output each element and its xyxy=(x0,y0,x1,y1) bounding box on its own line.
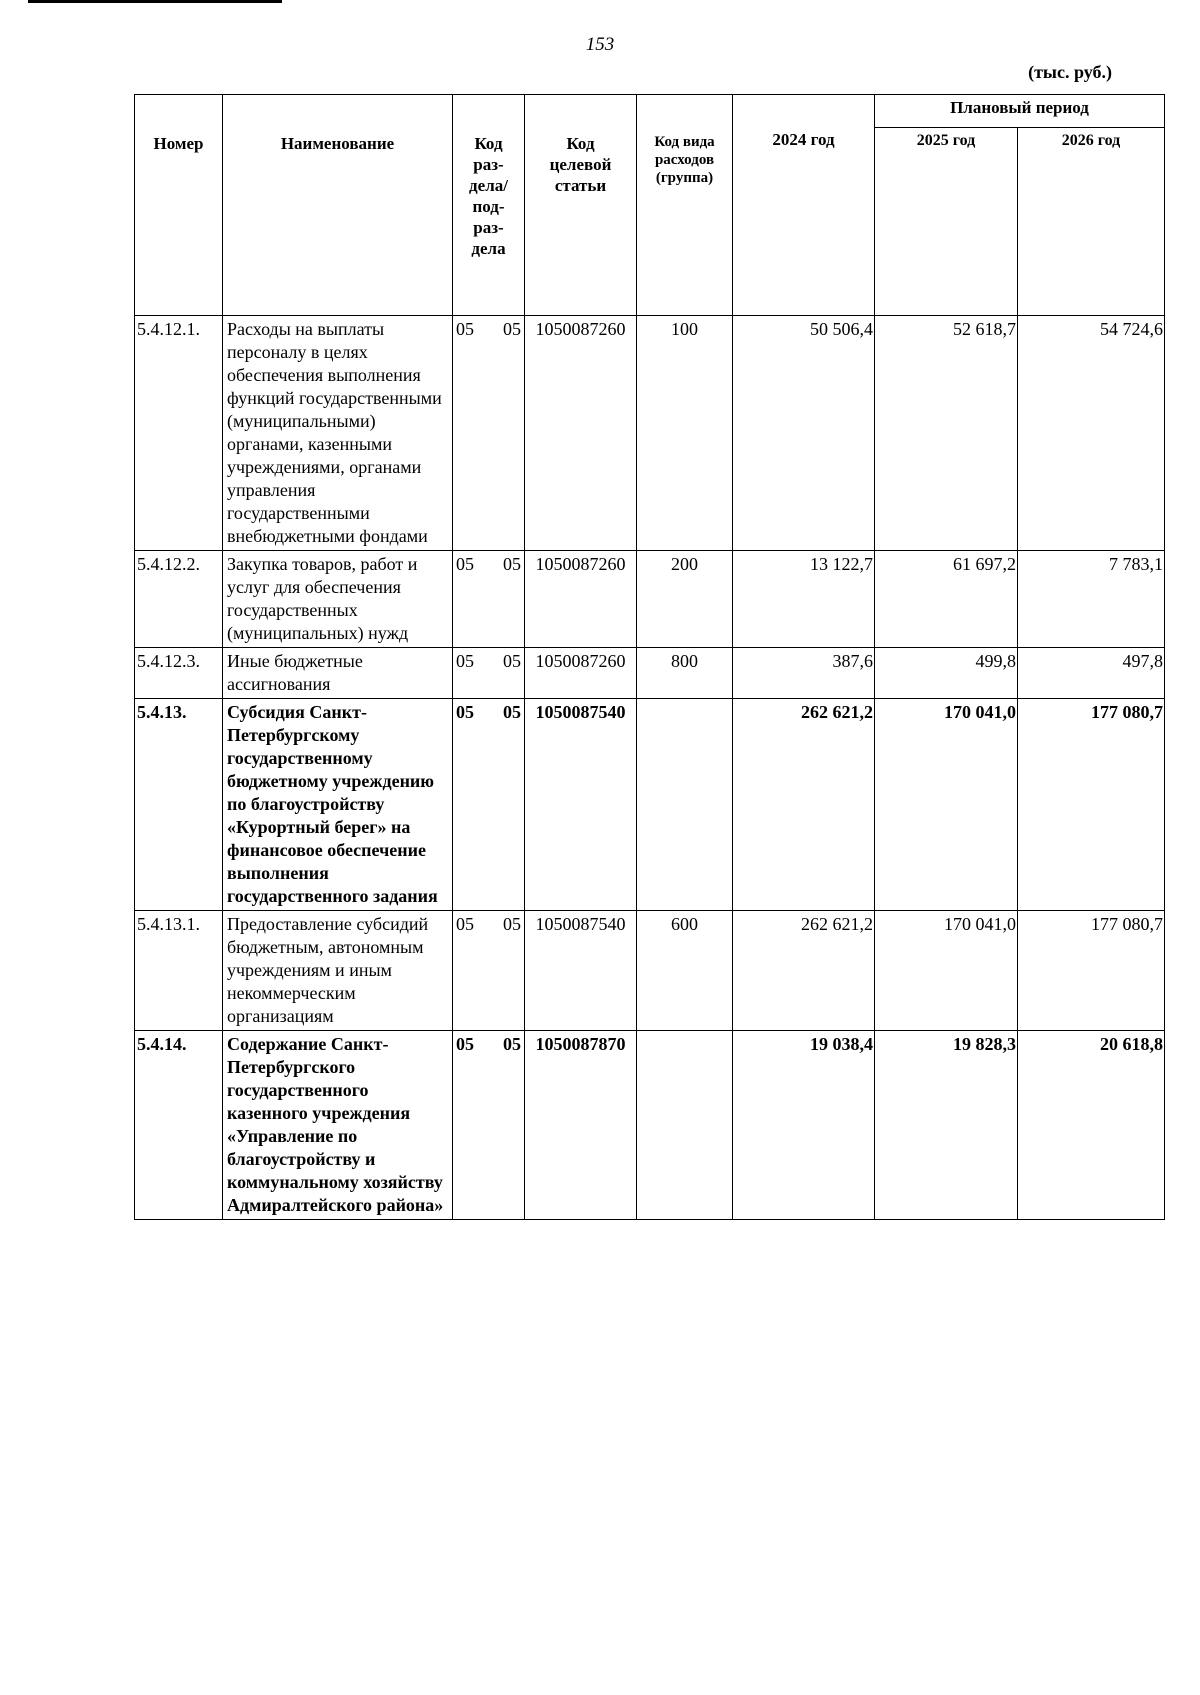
units-label: (тыс. руб.) xyxy=(1028,62,1112,82)
header-target-code: Код целевой статьи xyxy=(525,95,637,316)
row-section: 05 xyxy=(456,914,474,934)
budget-table xyxy=(134,94,1165,1220)
header-2026: 2026 год xyxy=(1018,128,1165,316)
row-name: Иные бюджетные ассигнования xyxy=(223,648,453,699)
row-value-2025: 170 041,0 xyxy=(875,911,1018,1031)
row-value-2026: 497,8 xyxy=(1018,648,1165,699)
row-value-2024: 262 621,2 xyxy=(733,911,875,1031)
row-section-code xyxy=(453,911,525,1031)
row-value-2026: 177 080,7 xyxy=(1018,911,1165,1031)
row-section-code xyxy=(453,1031,525,1220)
row-target-code: 1050087260 xyxy=(525,648,637,699)
row-value-2024: 50 506,4 xyxy=(733,316,875,551)
row-number: 5.4.12.1. xyxy=(135,316,223,551)
row-section-code xyxy=(453,551,525,648)
table-body xyxy=(135,316,1165,1220)
row-section-code xyxy=(453,699,525,911)
header-expense-type: Код вида расходов (группа) xyxy=(637,95,733,316)
row-value-2024: 13 122,7 xyxy=(733,551,875,648)
table-row xyxy=(135,699,1165,911)
row-value-2026: 7 783,1 xyxy=(1018,551,1165,648)
row-number: 5.4.13.1. xyxy=(135,911,223,1031)
table-row xyxy=(135,911,1165,1031)
row-target-code: 1050087870 xyxy=(525,1031,637,1220)
row-value-2025: 170 041,0 xyxy=(875,699,1018,911)
row-subsection: 05 xyxy=(503,651,521,671)
row-number: 5.4.14. xyxy=(135,1031,223,1220)
row-value-2026: 177 080,7 xyxy=(1018,699,1165,911)
row-value-2024: 262 621,2 xyxy=(733,699,875,911)
row-target-code: 1050087540 xyxy=(525,699,637,911)
row-section-code xyxy=(453,316,525,551)
header-name: Наименование xyxy=(223,95,453,316)
row-number: 5.4.12.3. xyxy=(135,648,223,699)
row-value-2025: 499,8 xyxy=(875,648,1018,699)
row-value-2025: 52 618,7 xyxy=(875,316,1018,551)
row-section: 05 xyxy=(456,1034,474,1054)
row-value-2026: 54 724,6 xyxy=(1018,316,1165,551)
header-planned-period: Плановый период xyxy=(875,95,1165,128)
row-target-code: 1050087260 xyxy=(525,551,637,648)
row-subsection: 05 xyxy=(503,319,521,339)
row-section-code xyxy=(453,648,525,699)
row-value-2025: 19 828,3 xyxy=(875,1031,1018,1220)
row-subsection: 05 xyxy=(503,554,521,574)
table-row xyxy=(135,551,1165,648)
row-name: Субсидия Санкт-Петербургскому государственному бюджетному учреждению по благоустройству «Курортный берег» на финансовое обеспечение выполнения государственного задания xyxy=(223,699,453,911)
header-section-code: Код раз- дела/ под- раз- дела xyxy=(453,95,525,316)
row-name: Закупка товаров, работ и услуг для обеспечения государственных (муниципальных) нужд xyxy=(223,551,453,648)
row-target-code: 1050087260 xyxy=(525,316,637,551)
row-value-2024: 387,6 xyxy=(733,648,875,699)
row-expense-type: 100 xyxy=(637,316,733,551)
top-rule xyxy=(28,0,282,3)
row-value-2025: 61 697,2 xyxy=(875,551,1018,648)
row-section: 05 xyxy=(456,319,474,339)
row-number: 5.4.13. xyxy=(135,699,223,911)
row-value-2026: 20 618,8 xyxy=(1018,1031,1165,1220)
row-expense-type xyxy=(637,699,733,911)
row-number: 5.4.12.2. xyxy=(135,551,223,648)
row-expense-type: 600 xyxy=(637,911,733,1031)
row-section: 05 xyxy=(456,651,474,671)
table-row xyxy=(135,648,1165,699)
row-value-2024: 19 038,4 xyxy=(733,1031,875,1220)
row-name: Расходы на выплаты персоналу в целях обеспечения выполнения функций государственными (муниципальными) органами, казенными учреждениями, органами управления государственными внебюджетными фондами xyxy=(223,316,453,551)
row-subsection: 05 xyxy=(503,702,521,722)
table-row xyxy=(135,316,1165,551)
header-row xyxy=(135,95,1165,128)
row-subsection: 05 xyxy=(503,1034,521,1054)
row-subsection: 05 xyxy=(503,914,521,934)
row-expense-type xyxy=(637,1031,733,1220)
row-section: 05 xyxy=(456,702,474,722)
row-name: Содержание Санкт-Петербургского государственного казенного учреждения «Управление по благоустройству и коммунальному хозяйству Адмиралтейского района» xyxy=(223,1031,453,1220)
table-row xyxy=(135,1031,1165,1220)
header-number: Номер xyxy=(135,95,223,316)
row-name: Предоставление субсидий бюджетным, автономным учреждениям и иным некоммерческим организациям xyxy=(223,911,453,1031)
page-number: 153 xyxy=(585,34,615,55)
row-target-code: 1050087540 xyxy=(525,911,637,1031)
row-expense-type: 200 xyxy=(637,551,733,648)
row-section: 05 xyxy=(456,554,474,574)
header-2024: 2024 год xyxy=(733,95,875,316)
header-2025: 2025 год xyxy=(875,128,1018,316)
row-expense-type: 800 xyxy=(637,648,733,699)
